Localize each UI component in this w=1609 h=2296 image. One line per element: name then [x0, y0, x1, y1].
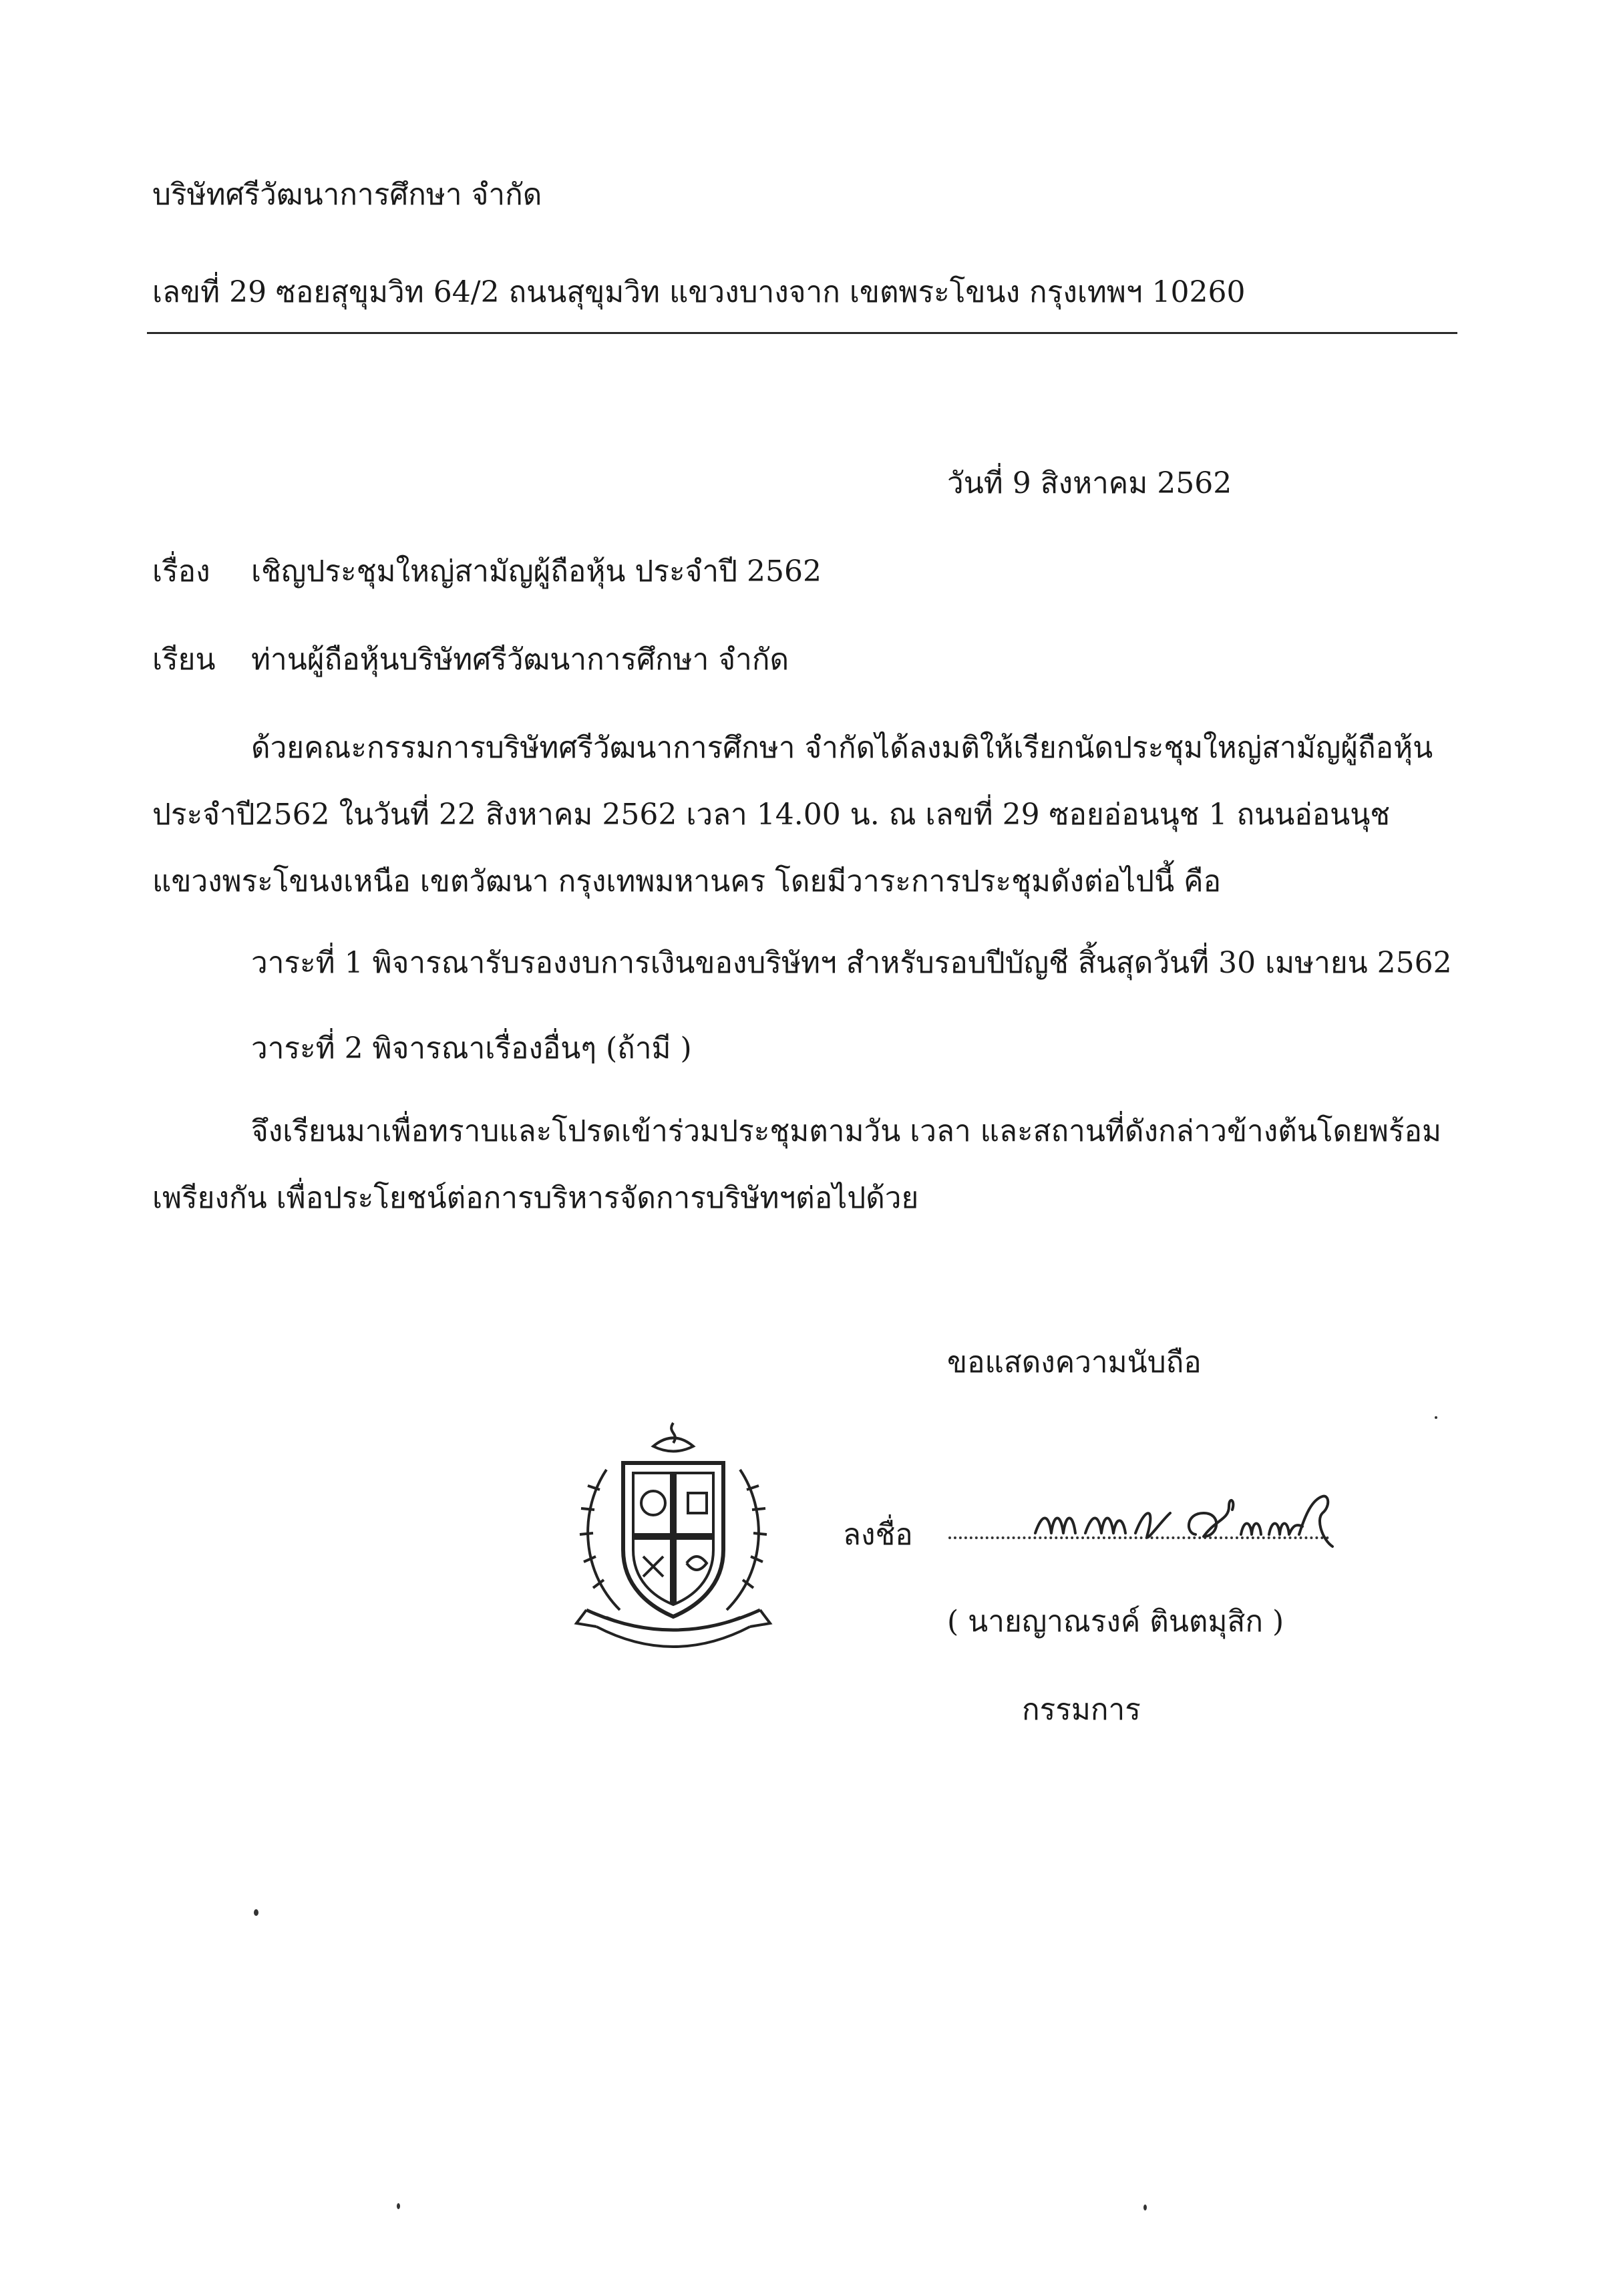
subject-text: เชิญประชุมใหญ่สามัญผู้ถือหุ้น ประจำปี 2562 — [251, 554, 822, 589]
scan-speck — [397, 2203, 400, 2209]
recipient-text: ท่านผู้ถือหุ้นบริษัทศรีวัฒนาการศึกษา จำกัด — [251, 643, 789, 677]
signature-label: ลงชื่อ — [843, 1518, 913, 1552]
body-line-1: ด้วยคณะกรรมการบริษัทศรีวัฒนาการศึกษา จำกัดได้ลงมติให้เรียกนัดประชุมใหญ่สามัญผู้ถือหุ้น — [251, 731, 1433, 765]
regards-text: ขอแสดงความนับถือ — [947, 1345, 1202, 1379]
scan-speck — [1143, 2204, 1147, 2210]
closing-line-2: เพรียงกัน เพื่อประโยชน์ต่อการบริหารจัดการบริษัทฯต่อไปด้วย — [152, 1181, 919, 1215]
agenda-item-2: วาระที่ 2 พิจารณาเรื่องอื่นๆ (ถ้ามี ) — [251, 1031, 692, 1065]
agenda-item-1: วาระที่ 1 พิจารณารับรองงบการเงินของบริษัทฯ สำหรับรอบปีบัญชี สิ้นสุดวันที่ 30 เมษายน 2562 — [251, 946, 1452, 980]
signer-name: ( นายญาณรงค์ ตินตมุสิก ) — [947, 1605, 1284, 1639]
letter-date: วันที่ 9 สิงหาคม 2562 — [947, 466, 1232, 500]
scan-speck — [1435, 1416, 1437, 1419]
recipient-label: เรียน — [152, 643, 216, 677]
header-divider — [147, 332, 1457, 334]
closing-line-1: จึงเรียนมาเพื่อทราบและโปรดเข้าร่วมประชุมตามวัน เวลา และสถานที่ดังกล่าวข้างต้นโดยพร้อม — [251, 1114, 1441, 1148]
company-seal-icon — [560, 1410, 787, 1657]
signer-position: กรรมการ — [1022, 1693, 1141, 1727]
handwritten-signature-icon — [1029, 1486, 1349, 1560]
scan-speck — [254, 1909, 258, 1916]
subject-label: เรื่อง — [152, 554, 210, 589]
body-line-3: แขวงพระโขนงเหนือ เขตวัฒนา กรุงเทพมหานคร โดยมีวาระการประชุมดังต่อไปนี้ คือ — [152, 864, 1222, 898]
company-address: เลขที่ 29 ซอยสุขุมวิท 64/2 ถนนสุขุมวิท แขวงบางจาก เขตพระโขนง กรุงเทพฯ 10260 — [152, 275, 1246, 309]
body-line-2: ประจำปี2562 ในวันที่ 22 สิงหาคม 2562 เวลา 14.00 น. ณ เลขที่ 29 ซอยอ่อนนุช 1 ถนนอ่อนนุช — [152, 798, 1391, 832]
company-name: บริษัทศรีวัฒนาการศึกษา จำกัด — [152, 178, 542, 212]
